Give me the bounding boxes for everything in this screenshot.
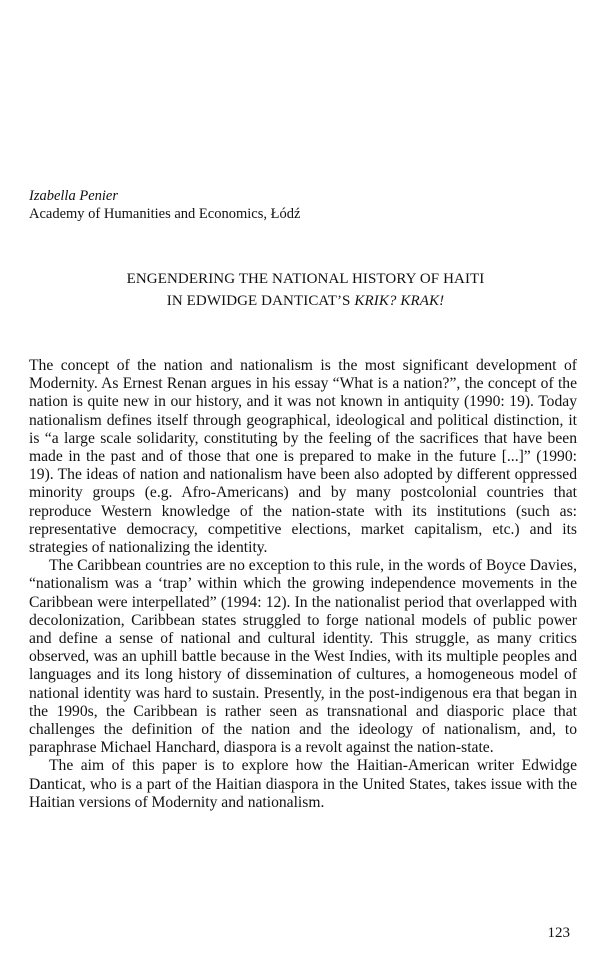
title-line-2-prefix: IN EDWIDGE DANTICAT’S xyxy=(166,293,355,309)
title-line-1: ENGENDERING THE NATIONAL HISTORY OF HAITI xyxy=(126,271,485,287)
title-book-name: KRIK? KRAK! xyxy=(354,293,445,309)
page-number: 123 xyxy=(547,925,570,941)
title-line-2 xyxy=(29,290,582,312)
article-title xyxy=(29,268,582,312)
paragraph-3: The aim of this paper is to explore how the Haitian-American writer Edwidge Danticat, who is a part of the Haitian diaspora in the United States, takes issue with the Haitian versions of Modernity and nationalism. xyxy=(29,757,577,811)
paragraph-1: The concept of the nation and nationalism is the most significant development of Modernity. As Ernest Renan argues in his essay “What is a nation?”, the concept of the nation is quite new in our history, and it was not known in antiquity (1990: 19). Today nationalism defines itself through geographical, ideological and political distinction, it is “a large scale solidarity, constituting by the feeling of the sacrifices that have been made in the past and of those that one is prepared to make in the future [...]” (1990: 19). The ideas of nation and nationalism have been also adopted by different oppressed minority groups (e.g. Afro-Americans) and by many postcolonial countries that reproduce Western knowledge of the nation-state with its institutions (such as: representative democracy, competitive elections, market capitalism, etc.) and its strategies of nationalizing the identity. xyxy=(29,357,577,557)
author-name: Izabella Penier xyxy=(29,188,118,204)
body-text xyxy=(29,357,577,812)
paragraph-2: The Caribbean countries are no exception to this rule, in the words of Boyce Davies, “nationalism was a ‘trap’ within which the growing independence movements in the Caribbean were interpellated” (1994: 12). In the nationalist period that overlapped with decolonization, Caribbean states struggled to forge national models of public power and define a sense of national and cultural identity. This struggle, as many critics observed, was an uphill battle because in the West Indies, with its multiple peoples and languages and its long history of dissemination of cultures, a homogeneous model of national identity was hard to sustain. Presently, in the post-indigenous era that began in the 1990s, the Caribbean is rather seen as transnational and diasporic place that challenges the definition of the nation and the ideology of nationalism, and, to paraphrase Michael Hanchard, diaspora is a revolt against the nation-state. xyxy=(29,557,577,757)
author-affiliation: Academy of Humanities and Economics, Łódź xyxy=(29,206,301,222)
author-block xyxy=(29,187,300,223)
